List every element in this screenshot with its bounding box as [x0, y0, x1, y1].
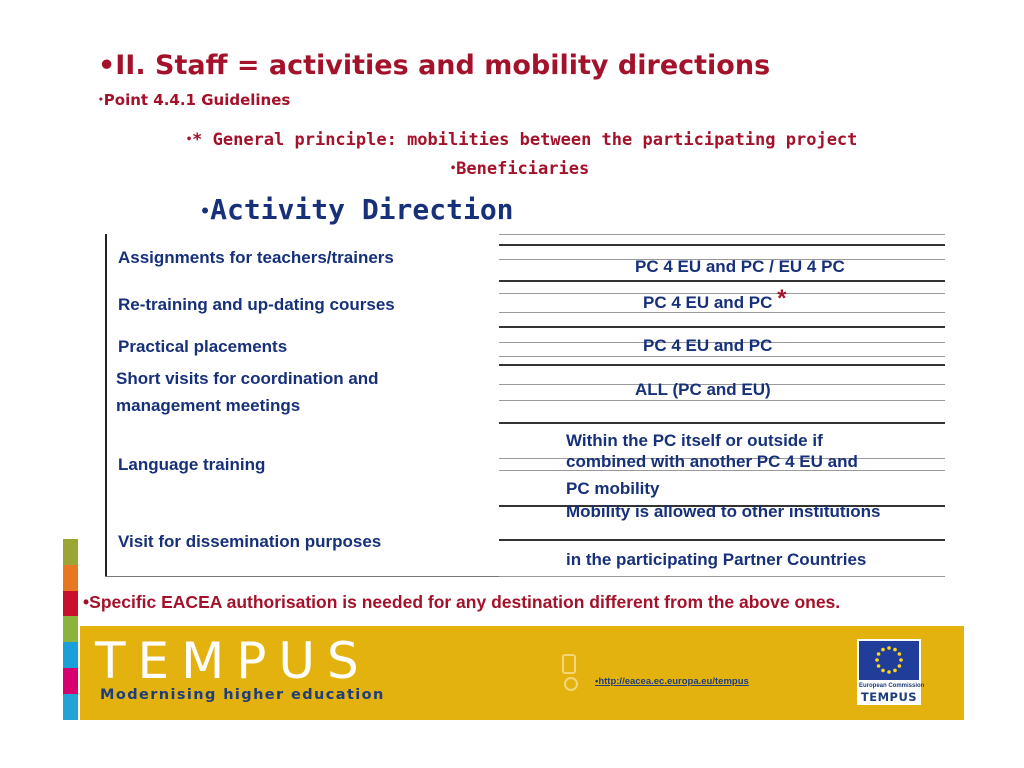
eacea-link[interactable]: •http://eacea.ec.europa.eu/tempus	[595, 676, 749, 687]
table-divider	[499, 422, 945, 424]
stripe-segment	[63, 694, 78, 720]
table-divider	[499, 576, 945, 577]
table-row-direction: PC 4 EU and PC *	[643, 285, 787, 312]
ec-tempus-label: TEMPUS	[860, 690, 918, 704]
asterisk-marker: *	[777, 285, 787, 312]
activity-direction-heading: •Activity Direction	[200, 193, 514, 226]
table-row-activity: Re-training and up-dating courses	[118, 295, 395, 314]
stripe-segment	[63, 668, 78, 694]
table-divider	[499, 364, 945, 366]
table-row-activity: Visit for dissemination purposes	[118, 532, 382, 551]
stripe-segment	[63, 616, 78, 642]
eu-flag-icon	[859, 641, 919, 680]
eu-stars-icon	[859, 641, 919, 680]
table-row-activity: Short visits for coordination and management meetings	[116, 369, 379, 415]
table-row-direction: ALL (PC and EU)	[635, 380, 771, 399]
table-row-direction-line: PC mobility	[566, 479, 660, 498]
stripe-segment	[63, 642, 78, 668]
table-bottom-border	[105, 576, 499, 577]
table-row-direction: PC 4 EU and PC	[643, 336, 773, 355]
table-divider	[499, 539, 945, 541]
color-stripe	[63, 539, 78, 720]
table-divider	[499, 244, 945, 246]
table-row-direction: PC 4 EU and PC / EU 4 PC	[635, 257, 845, 276]
general-principle: •* General principle: mobilities between the participating project	[186, 130, 858, 150]
stripe-segment	[63, 539, 78, 565]
table-row-activity: Assignments for teachers/trainers	[118, 248, 394, 267]
stripe-segment	[63, 565, 78, 591]
tempus-tagline: Modernising higher education	[100, 687, 385, 703]
table-row-direction-line: in the participating Partner Countries	[566, 550, 867, 569]
tempus-logo: TEMPUS	[95, 632, 371, 690]
slide-title: •II. Staff = activities and mobility directions	[98, 50, 771, 81]
stripe-segment	[63, 591, 78, 617]
table-row-direction-line: combined with another PC 4 EU and	[566, 452, 858, 471]
table-row-direction-line: Within the PC itself or outside if	[566, 431, 823, 450]
ec-label: European Commission	[859, 683, 925, 689]
table-divider	[499, 280, 945, 282]
authorisation-note: •Specific EACEA authorisation is needed for any destination different from the above ones.	[83, 592, 841, 612]
slide-subtitle: •Point 4.4.1 Guidelines	[98, 91, 291, 109]
activity-table	[105, 234, 945, 578]
table-row-activity: Language training	[118, 455, 266, 474]
table-row-direction-line: Mobility is allowed to other institutions	[566, 502, 881, 521]
table-row-activity: Practical placements	[118, 337, 288, 356]
beneficiaries-label: •Beneficiaries	[450, 159, 590, 179]
table-divider	[499, 326, 945, 328]
decorative-mark-icon	[560, 652, 582, 696]
table-divider	[499, 234, 945, 235]
